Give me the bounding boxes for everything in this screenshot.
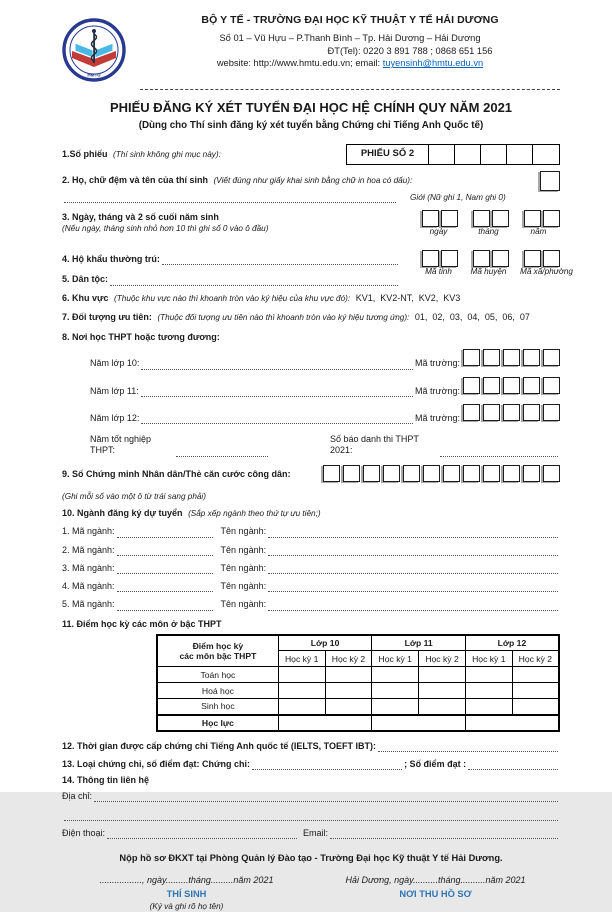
exam-id-label: Số báo danh thi THPT 2021: [329,434,419,456]
score-cell[interactable] [372,667,419,683]
major-code-input-line[interactable] [117,582,213,592]
major-row [62,599,560,610]
section-8-noi-hoc [62,332,560,457]
digit-box[interactable] [483,377,500,394]
submission-note: Nộp hồ sơ ĐKXT tại Phòng Quản lý Đào tạo - Trường Đại học Kỹ thuật Y tế Hải Dương. [119,853,503,864]
s13-score-label: ; Số điểm đạt : [404,759,467,770]
score-cell[interactable] [278,667,325,683]
form-subtitle: (Dùng cho Thí sinh đăng ký xét tuyển bằng Chứng chỉ Tiếng Anh Quốc tế) [138,119,484,131]
s6-label: 6. Khu vực [62,292,109,303]
certificate-score-input-line[interactable] [468,760,558,770]
year-unit-label: năm [530,227,547,237]
digit-box[interactable] [503,404,520,421]
grade11-school-input-line[interactable] [141,387,413,397]
header-divider [140,89,560,90]
major-name-label: Tên ngành: [220,599,267,610]
school-code-label: Mã trường: [415,385,460,396]
digit-box[interactable] [543,404,560,421]
s7-label: 7. Đối tượng ưu tiên: [62,311,152,322]
grade11-label: Năm lớp 11: [90,385,139,396]
school-code-label: Mã trường: [415,358,460,369]
residence-code-group [407,250,573,277]
phone-email-row [62,828,560,839]
major-code-input-line[interactable] [117,564,213,574]
s10-label: 10. Ngành đăng ký dự tuyển [62,508,183,519]
grad-year-input-line[interactable] [176,447,268,457]
website-text: website: http://www.hmtu.edu.vn; email: [216,58,381,69]
section-9-cmnd [62,465,560,503]
major-row [62,526,560,537]
section-14-lien-he [62,775,560,839]
section-10-nganh [62,508,560,611]
phone-input-line[interactable] [107,829,297,839]
score-cell[interactable] [325,683,372,699]
digit-box[interactable] [503,377,520,394]
major-name-label: Tên ngành: [220,581,267,592]
address-input-line-2[interactable] [64,811,558,821]
email-link[interactable]: tuyensinh@hmtu.edu.vn [382,58,484,69]
semester-header: Học kỳ 1 [278,651,325,667]
s1-label: 1.Số phiếu [62,148,108,159]
major-name-input-line[interactable] [268,528,558,538]
score-table-corner: Điểm học kỳ các môn bậc THPT [157,635,278,667]
grad-year-label: Năm tốt nghiệp THPT: [90,434,152,456]
s3-note: (Nếu ngày, tháng sinh nhỏ hơn 10 thì ghi số 0 vào ô đầu) [62,224,269,234]
digit-box[interactable] [423,465,440,482]
receiver-signature-block [311,875,560,912]
s7-note: (Thuộc đối tượng ưu tiên nào thì khoanh tròn vào ký hiệu tương ứng): [157,312,410,322]
subject-label: Sinh học [157,699,278,715]
digit-box[interactable] [523,465,540,482]
digit-box[interactable] [483,465,500,482]
major-name-input-line[interactable] [268,601,558,611]
candidate-sign-note: (Ký và ghi rõ họ tên) [149,901,224,911]
digit-box[interactable] [523,349,540,366]
digit-box[interactable] [492,250,509,267]
year-boxes [522,210,560,227]
school-code-label: Mã trường: [415,412,460,423]
digit-box[interactable] [473,250,490,267]
full-name-input-line[interactable] [64,193,396,203]
grade12-row [62,404,560,424]
digit-box[interactable] [543,349,560,366]
grade10-label: Năm lớp 10: [90,358,140,369]
section-4-5-wrap [62,254,573,286]
semester-header: Học kỳ 1 [372,651,419,667]
grade11-code-boxes [460,377,560,397]
major-name-label: Tên ngành: [220,526,267,537]
score-cell[interactable] [465,667,512,683]
form-header [62,14,560,85]
dob-box-group [407,210,560,237]
score-cell[interactable] [419,699,466,715]
grade10-school-input-line[interactable] [141,360,413,370]
digit-box[interactable] [443,465,460,482]
grade12-code-boxes [460,404,560,424]
receiver-role-label: NƠI THU HỒ SƠ [399,889,472,900]
major-code-input-line[interactable] [117,601,213,611]
score-table [156,634,560,732]
receiver-date-line: Hải Dương, ngày..........tháng..........năm 2021 [345,874,526,885]
digit-box[interactable] [533,145,559,164]
candidate-role-label: THÍ SINH [166,889,207,900]
score-cell[interactable] [512,699,559,715]
major-code-label: 5. Mã ngành: [62,599,115,610]
digit-box[interactable] [473,210,490,227]
subject-label: Toán học [157,667,278,683]
section-6-khu-vuc [62,293,560,304]
ward-code-boxes [522,250,560,267]
university-web-email [140,58,560,70]
university-phone: ĐT(Tel): 0220 3 891 788 ; 0868 651 156 [327,45,493,56]
major-row [62,563,560,574]
id-number-boxes [320,465,560,485]
digit-box[interactable] [543,465,560,482]
major-row [62,581,560,592]
score-cell[interactable] [372,699,419,715]
score-cell[interactable] [278,699,325,715]
s9-label: 9. Số Chứng minh Nhân dân/Thẻ căn cước công dân: [62,469,291,480]
score-cell[interactable] [278,683,325,699]
address-row [62,791,560,802]
score-cell[interactable] [465,699,512,715]
subject-label: Hoá học [157,683,278,699]
grade12-school-input-line[interactable] [141,414,413,424]
s5-label: 5. Dân tộc: [62,274,109,285]
conduct-label: Học lực [157,715,278,731]
digit-box[interactable] [463,404,480,421]
grade11-row [62,377,560,397]
province-code-label: Mã tỉnh [425,267,452,277]
score-cell[interactable] [372,683,419,699]
certificate-type-input-line[interactable] [252,760,402,770]
province-code-boxes [420,250,458,267]
digit-box[interactable] [523,404,540,421]
digit-box[interactable] [503,465,520,482]
semester-header: Học kỳ 2 [419,651,466,667]
digit-box[interactable] [543,377,560,394]
digit-box[interactable] [483,404,500,421]
major-name-input-line[interactable] [268,582,558,592]
major-name-input-line[interactable] [268,546,558,556]
grade10-header: Lớp 10 [278,635,372,651]
digit-box[interactable] [523,377,540,394]
ethnicity-input-line[interactable] [110,276,398,286]
major-name-label: Tên ngành: [220,562,267,573]
sheet-number-grid [346,144,560,165]
email-input-line[interactable] [330,829,558,839]
day-boxes [420,210,458,227]
university-logo [62,14,140,85]
digit-box[interactable] [481,145,507,164]
svg-text:HMTU: HMTU [87,72,101,78]
day-unit-label: ngày [429,227,448,237]
s2-label: 2. Họ, chữ đệm và tên của thí sinh [62,174,209,185]
university-seal-icon [62,18,126,82]
address-label: Địa chỉ: [62,790,93,801]
s9-note: (Ghi mỗi số vào một ô từ trái sang phải) [62,491,206,501]
digit-box[interactable] [441,250,458,267]
gender-note: Giới (Nữ ghi 1, Nam ghi 0) [410,192,506,202]
s6-options[interactable]: KV1, KV2-NT, KV2, KV3 [355,292,461,303]
section-3-ngay-sinh [62,212,560,248]
district-code-boxes [471,250,509,267]
score-cell[interactable] [419,667,466,683]
certificate-date-input-line[interactable] [378,742,558,752]
s1-note: (Thí sinh không ghi mục này): [113,149,221,159]
district-code-label: Mã huyện [470,267,507,277]
major-name-label: Tên ngành: [220,544,267,555]
digit-box[interactable] [455,145,481,164]
email-label: Email: [303,827,329,838]
digit-box[interactable] [463,377,480,394]
section-7-doi-tuong [62,312,560,323]
s13-label: 13. Loại chứng chỉ, số điểm đạt: Chứng chỉ: [62,759,251,770]
score-cell[interactable] [325,667,372,683]
digit-box[interactable] [323,465,340,482]
digit-box[interactable] [507,145,533,164]
digit-box[interactable] [543,210,560,227]
university-address: Số 01 – Vũ Hựu – P.Thanh Bình – Tp. Hải Dương – Hải Dương [219,33,481,44]
semester-header: Học kỳ 2 [325,651,372,667]
candidate-date-line: ................., ngày.........tháng.........năm 2021 [99,874,274,885]
semester-header: Học kỳ 2 [512,651,559,667]
month-unit-label: tháng [478,227,499,237]
s14-label: 14. Thông tin liên hệ [62,775,150,786]
digit-box[interactable] [422,250,439,267]
digit-box[interactable] [483,349,500,366]
form-title: PHIẾU ĐĂNG KÝ XÉT TUYỂN ĐẠI HỌC HỆ CHÍNH QUY NĂM 2021 [109,100,513,116]
s8-label: 8. Nơi học THPT hoặc tương đương: [62,332,220,343]
digit-box[interactable] [463,465,480,482]
digit-box[interactable] [524,250,541,267]
semester-header: Học kỳ 1 [465,651,512,667]
major-code-input-line[interactable] [117,528,213,538]
score-cell[interactable] [325,699,372,715]
score-cell[interactable] [278,715,372,731]
major-code-input-line[interactable] [117,546,213,556]
address-input-line[interactable] [94,792,558,802]
score-cell[interactable] [372,715,466,731]
section-11-diem [62,619,560,732]
digit-box[interactable] [492,210,509,227]
grade11-header: Lớp 11 [372,635,466,651]
s10-note: (Sắp xếp ngành theo thứ tự ưu tiên;) [188,509,321,519]
section-12-thoi-gian [62,741,560,752]
section-1-so-phieu [62,144,560,165]
grade12-header: Lớp 12 [465,635,559,651]
digit-box[interactable] [422,210,439,227]
digit-box[interactable] [343,465,360,482]
ward-code-label: Mã xã/phường [520,267,573,277]
s7-options[interactable]: 01, 02, 03, 04, 05, 06, 07 [414,311,530,322]
digit-box[interactable] [403,465,420,482]
grade10-row [62,349,560,369]
major-code-label: 4. Mã ngành: [62,581,115,592]
digit-box[interactable] [363,465,380,482]
exam-id-input-line[interactable] [440,447,558,457]
digit-box[interactable] [441,210,458,227]
major-name-input-line[interactable] [268,564,558,574]
s3-label: 3. Ngày, tháng và 2 số cuối năm sinh [62,212,219,223]
score-cell[interactable] [419,683,466,699]
gender-box[interactable] [540,171,560,191]
major-code-label: 2. Mã ngành: [62,544,115,555]
s11-label: 11. Điểm học kỳ các môn ở bậc THPT [62,618,222,629]
phone-label: Điện thoại: [62,827,106,838]
s12-label: 12. Thời gian được cấp chứng chỉ Tiếng Anh quốc tế (IELTS, TOEFT IBT): [62,740,377,751]
ministry-university-name: BỘ Y TẾ - TRƯỜNG ĐẠI HỌC KỸ THUẬT Y TẾ HẢI DƯƠNG [201,14,499,26]
score-cell[interactable] [465,683,512,699]
digit-box[interactable] [543,250,560,267]
digit-box[interactable] [463,349,480,366]
digit-box[interactable] [503,349,520,366]
digit-box[interactable] [383,465,400,482]
score-cell[interactable] [512,667,559,683]
major-code-label: 1. Mã ngành: [62,526,115,537]
major-row [62,545,560,556]
score-cell[interactable] [512,683,559,699]
digit-box[interactable] [524,210,541,227]
residence-input-line[interactable] [162,255,398,265]
signature-area [62,875,560,912]
section-13-loai-chung-chi [62,759,560,770]
grade12-label: Năm lớp 12: [90,412,140,423]
s2-note: (Viết đúng như giấy khai sinh bằng chữ in hoa có dấu): [213,175,413,185]
s6-note: (Thuộc khu vực nào thì khoanh tròn vào ký hiệu của khu vực đó): [114,293,351,303]
s4-label: 4. Hộ khẩu thường trú: [62,254,160,265]
score-cell[interactable] [465,715,559,731]
digit-box[interactable] [429,145,455,164]
section-2-ho-ten [62,175,560,204]
month-boxes [471,210,509,227]
sheet-number-label: PHIẾU SỐ 2 [347,145,429,164]
candidate-signature-block [62,875,311,912]
major-code-label: 3. Mã ngành: [62,562,115,573]
grade10-code-boxes [460,349,560,369]
graduation-row [62,434,560,457]
